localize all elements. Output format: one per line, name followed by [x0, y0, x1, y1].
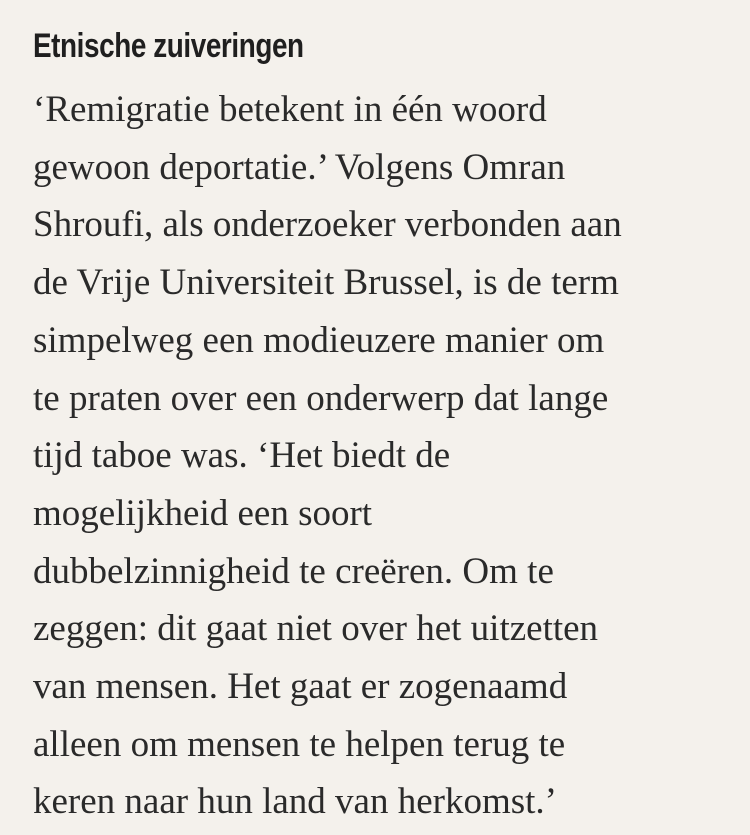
body-line: keren naar hun land van herkomst.’: [33, 781, 557, 823]
article-body: [33, 81, 622, 831]
body-line: alleen om mensen te helpen terug te: [33, 723, 566, 765]
body-line: zeggen: dit gaat niet over het uitzetten: [33, 608, 599, 650]
body-line: tijd taboe was. ‘Het biedt de: [33, 435, 451, 477]
body-line: van mensen. Het gaat er zogenaamd: [33, 666, 568, 708]
article-heading: Etnische zuiveringen: [33, 27, 304, 65]
body-line: gewoon deportatie.’ Volgens Omran: [33, 146, 566, 188]
body-line: dubbelzinnigheid te creëren. Om te: [33, 550, 554, 592]
body-line: te praten over een onderwerp dat lange: [33, 377, 609, 419]
body-line: ‘Remigratie betekent in één woord: [33, 89, 547, 130]
body-line: simpelweg een modieuzere manier om: [33, 319, 605, 361]
body-line: Shroufi, als onderzoeker verbonden aan: [33, 204, 622, 246]
body-line: de Vrije Universiteit Brussel, is de term: [33, 262, 619, 304]
body-line: mogelijkheid een soort: [33, 492, 373, 534]
